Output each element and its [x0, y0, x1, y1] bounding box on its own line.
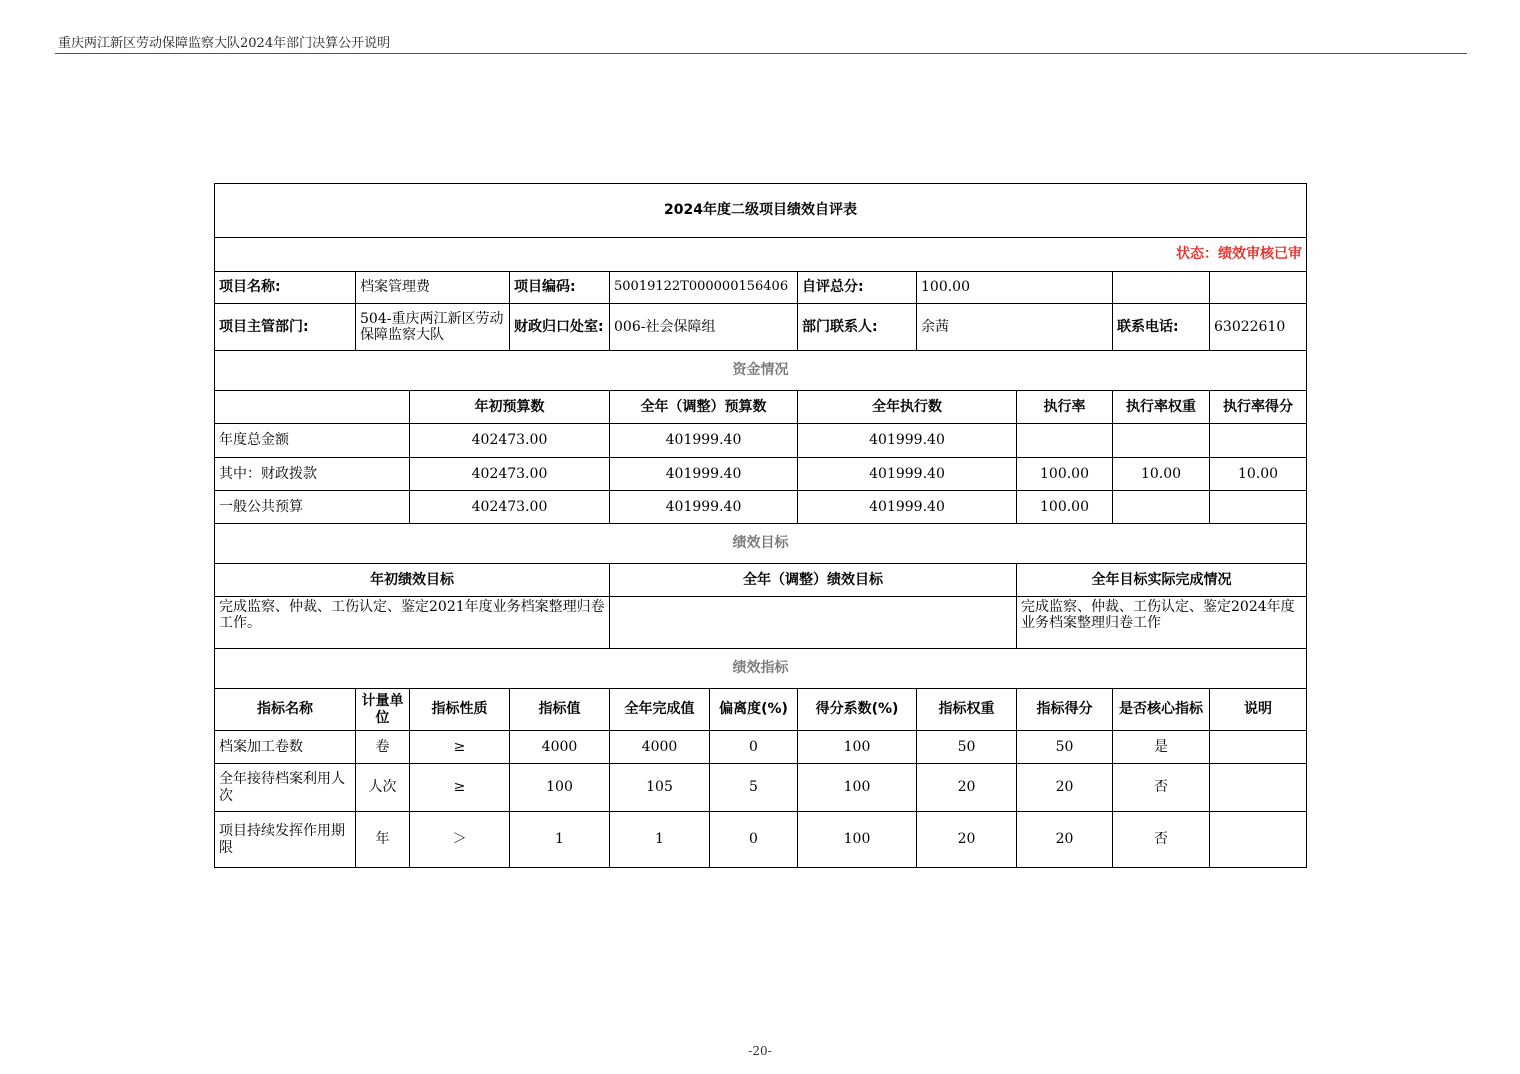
project-code-label: 项目编码: — [510, 272, 610, 304]
goals-header-initial: 年初绩效目标 — [215, 564, 610, 597]
status-badge: 状态：绩效审核已审 — [215, 238, 1307, 272]
funds-row-initial: 402473.00 — [410, 491, 610, 524]
funds-row-adjusted: 401999.40 — [610, 424, 798, 458]
funds-header-initial: 年初预算数 — [410, 391, 610, 424]
project-name-value: 档案管理费 — [356, 272, 510, 304]
goals-header-actual: 全年目标实际完成情况 — [1017, 564, 1307, 597]
ind-nature: ＞ — [410, 812, 510, 868]
finance-office-label: 财政归口处室: — [510, 304, 610, 351]
ind-core: 是 — [1113, 731, 1210, 764]
dept-value: 504-重庆两江新区劳动保障监察大队 — [356, 304, 510, 351]
ind-target: 1 — [510, 812, 610, 868]
funds-row-weight — [1113, 424, 1210, 458]
ind-target: 4000 — [510, 731, 610, 764]
table-row — [215, 491, 1307, 524]
funds-row-rate: 100.00 — [1017, 491, 1113, 524]
goals-adjusted-text — [610, 597, 1017, 649]
ind-score: 50 — [1017, 731, 1113, 764]
ind-header-unit: 计量单位 — [356, 689, 410, 731]
ind-deviation: 5 — [710, 764, 798, 812]
project-code-value: 50019122T000000156406 — [610, 272, 798, 304]
funds-header-score: 执行率得分 — [1210, 391, 1307, 424]
table-row — [215, 458, 1307, 491]
empty-cell — [1210, 272, 1307, 304]
ind-header-core: 是否核心指标 — [1113, 689, 1210, 731]
funds-row-initial: 402473.00 — [410, 424, 610, 458]
ind-actual: 1 — [610, 812, 710, 868]
page-number: -20- — [748, 1044, 772, 1058]
ind-note — [1210, 764, 1307, 812]
ind-header-target: 指标值 — [510, 689, 610, 731]
ind-coef: 100 — [798, 812, 917, 868]
ind-note — [1210, 731, 1307, 764]
ind-weight: 20 — [917, 812, 1017, 868]
finance-office-value: 006-社会保障组 — [610, 304, 798, 351]
funds-header-adjusted: 全年（调整）预算数 — [610, 391, 798, 424]
funds-header-blank — [215, 391, 410, 424]
ind-header-score: 指标得分 — [1017, 689, 1113, 731]
ind-deviation: 0 — [710, 731, 798, 764]
funds-row-executed: 401999.40 — [798, 424, 1017, 458]
funds-row-executed: 401999.40 — [798, 491, 1017, 524]
ind-unit: 卷 — [356, 731, 410, 764]
ind-header-actual: 全年完成值 — [610, 689, 710, 731]
ind-header-note: 说明 — [1210, 689, 1307, 731]
ind-header-deviation: 偏离度(%) — [710, 689, 798, 731]
funds-header-rate: 执行率 — [1017, 391, 1113, 424]
table-row — [215, 764, 1307, 812]
indicators-section-title: 绩效指标 — [215, 649, 1307, 689]
ind-coef: 100 — [798, 764, 917, 812]
ind-coef: 100 — [798, 731, 917, 764]
ind-header-weight: 指标权重 — [917, 689, 1017, 731]
ind-deviation: 0 — [710, 812, 798, 868]
funds-section-title: 资金情况 — [215, 351, 1307, 391]
goals-initial-text: 完成监察、仲裁、工伤认定、鉴定2021年度业务档案整理归卷工作。 — [215, 597, 610, 649]
funds-row-initial: 402473.00 — [410, 458, 610, 491]
ind-nature: ≥ — [410, 764, 510, 812]
form-title: 2024年度二级项目绩效自评表 — [215, 184, 1307, 238]
funds-row-executed: 401999.40 — [798, 458, 1017, 491]
ind-header-coef: 得分系数(%) — [798, 689, 917, 731]
funds-row-weight — [1113, 491, 1210, 524]
ind-actual: 4000 — [610, 731, 710, 764]
table-row — [215, 812, 1307, 868]
contact-value: 余茜 — [917, 304, 1113, 351]
ind-name: 项目持续发挥作用期限 — [215, 812, 356, 868]
funds-row-rate: 100.00 — [1017, 458, 1113, 491]
ind-weight: 50 — [917, 731, 1017, 764]
performance-evaluation-table — [214, 183, 1307, 868]
funds-row-name: 其中：财政拨款 — [215, 458, 410, 491]
ind-header-nature: 指标性质 — [410, 689, 510, 731]
ind-note — [1210, 812, 1307, 868]
funds-header-executed: 全年执行数 — [798, 391, 1017, 424]
funds-row-rate — [1017, 424, 1113, 458]
ind-unit: 人次 — [356, 764, 410, 812]
ind-score: 20 — [1017, 764, 1113, 812]
table-row — [215, 731, 1307, 764]
self-score-label: 自评总分: — [798, 272, 917, 304]
phone-value: 63022610 — [1210, 304, 1307, 351]
project-name-label: 项目名称: — [215, 272, 356, 304]
dept-label: 项目主管部门: — [215, 304, 356, 351]
funds-row-name: 一般公共预算 — [215, 491, 410, 524]
header-divider — [55, 53, 1467, 54]
ind-header-name: 指标名称 — [215, 689, 356, 731]
funds-row-adjusted: 401999.40 — [610, 458, 798, 491]
contact-label: 部门联系人: — [798, 304, 917, 351]
ind-nature: ≥ — [410, 731, 510, 764]
ind-name: 全年接待档案利用人次 — [215, 764, 356, 812]
funds-row-name: 年度总金额 — [215, 424, 410, 458]
ind-score: 20 — [1017, 812, 1113, 868]
ind-target: 100 — [510, 764, 610, 812]
funds-row-score — [1210, 424, 1307, 458]
goals-actual-text: 完成监察、仲裁、工伤认定、鉴定2024年度业务档案整理归卷工作 — [1017, 597, 1307, 649]
document-header: 重庆两江新区劳动保障监察大队2024年部门决算公开说明 — [58, 36, 391, 51]
ind-core: 否 — [1113, 812, 1210, 868]
ind-unit: 年 — [356, 812, 410, 868]
funds-row-score: 10.00 — [1210, 458, 1307, 491]
ind-name: 档案加工卷数 — [215, 731, 356, 764]
phone-label: 联系电话: — [1113, 304, 1210, 351]
funds-row-score — [1210, 491, 1307, 524]
ind-core: 否 — [1113, 764, 1210, 812]
goals-section-title: 绩效目标 — [215, 524, 1307, 564]
empty-cell — [1113, 272, 1210, 304]
ind-weight: 20 — [917, 764, 1017, 812]
self-score-value: 100.00 — [917, 272, 1113, 304]
funds-row-weight: 10.00 — [1113, 458, 1210, 491]
table-row — [215, 424, 1307, 458]
goals-header-adjusted: 全年（调整）绩效目标 — [610, 564, 1017, 597]
funds-header-weight: 执行率权重 — [1113, 391, 1210, 424]
ind-actual: 105 — [610, 764, 710, 812]
funds-row-adjusted: 401999.40 — [610, 491, 798, 524]
